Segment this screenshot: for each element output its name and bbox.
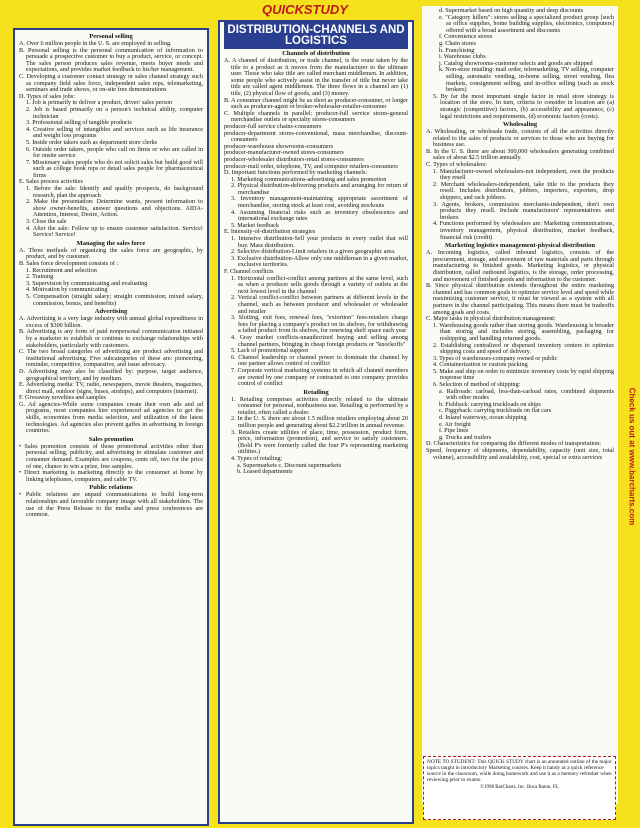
section-heading: Channels of distribution: [282, 50, 350, 57]
outline-subitem: 2. In the U. S. there are about 1.5 million retailers employing about 20 million people and generating about $2.2 trillion in annual revenue.: [231, 415, 408, 430]
section-heading: Marketing logistics management-physical distribution: [444, 242, 596, 250]
outline-paragraph: E. Advertising media: TV, radio, newspapers, movie theaters, magazines, direct mail, outdoor (signs, buses, airships), and computers (internet).: [19, 381, 203, 395]
outline-paragraph: A. Over 6 million people in the U. S. are employed in selling.: [19, 40, 172, 47]
outline-subitem: 2. Establishing centralized or dispersed inventory centers to optimize shipping costs and speed of delivery.: [433, 341, 614, 356]
outline-paragraph: D. Advertising may also be classified by: purpose, target audience, geographical territory, and by medium.: [19, 367, 203, 382]
outline-subitem: f. Convenience stores: [439, 33, 493, 41]
outline-subitem: 3. Exclusive distribution-Allow only one middleman in a given market, exclusive territories.: [231, 254, 408, 269]
outline-paragraph: Speed, frequency of shipments, dependability, capacity (unit size, total volume), accessibility and availability, cost, special or extra services: [426, 447, 614, 461]
outline-subitem: j. Catalog showrooms-customer selects and goods are shipped: [439, 59, 593, 67]
outline-subitem: 4. Creative selling of intangibles and services such as life insurance and weight loss programs: [26, 125, 203, 140]
outline-paragraph: A. Incoming logistics, called inbound logistics, consists of the procurement, storage, and movement of raw materials and parts through manufacturing to finished goods. Marketing logistics, or physical distribution, called outbound logistics, is the storage, order processing, and movement of finished goods and information to the customer.: [426, 249, 614, 283]
outline-subitem: 3. Inventory management-maintaining appropriate assortment of merchandise, storing stock at least cost, avoiding stockouts: [231, 195, 408, 210]
outline-paragraph: C. Developing a customer contact strategy or sales channel strategy such as company field sales force, independent sales reps, telemarketing, seminars and trade shows, or on-site free demonstrations: [19, 72, 203, 94]
section-heading: Advertising: [94, 308, 128, 316]
outline-paragraph: • Public relations are unpaid communications to build long-term relationships and favorable company image with all stakeholders. The use of the Press Release to the media and press conferences are common.: [19, 491, 203, 519]
outline-paragraph: B. Since physical distribution extends throughout the entire marketing channel and has common goals to optimize service level and speed while maximizing customer service, it must be viewed as a system with all partners in the channel participating. This means there must be tradeoffs among goals and costs.: [426, 282, 614, 316]
outline-paragraph: C. Major tasks in physical distribution management:: [426, 315, 556, 323]
outline-subitem: c. Piggyback: carrying truckloads on flat cars: [439, 407, 552, 415]
outline-paragraph: E. Sales process activities: [19, 178, 83, 186]
outline-subitem: 4. Types of retailing:: [231, 455, 283, 463]
outline-subitem: 7. Corporate vertical marketing systems in which all channel members are owned by one company or contracted to one company provides control of conflict: [231, 366, 408, 388]
outline-paragraph: • Direct marketing is marketing directly to the consumer at home by linking telephones, computers, and cable TV.: [19, 469, 203, 483]
outline-subitem: 3. Professional selling of tangible products: [26, 119, 132, 127]
outline-subitem: b. Fishback: carrying truckloads on ships: [439, 400, 541, 408]
outline-subitem: 7. Missionary sales people who do not solicit sales but build good will such as college book reps or detail sales people for pharmaceutical firms: [26, 158, 203, 179]
outline-subitem: 6. Outside order takers, people who call on firms or who are called in for onsite service: [26, 145, 203, 160]
outline-subitem: 3. Retailers create utilities of place, time, possession, product form, price, information (promotion), and service to satisfy customers. (Bold P's were formerly called the four P's representing marketing utilities.): [231, 428, 408, 456]
outline-subitem: 2. Job is based primarily on a person's technical ability, computer technician: [26, 105, 203, 120]
outline-paragraph: producer-wholesaler distributors-retail stores-consumers: [224, 155, 364, 163]
outline-subitem: 3. Types of warehouses-company owned or public: [433, 354, 558, 362]
outline-paragraph: D. Types of sales jobs:: [19, 92, 75, 100]
outline-paragraph: B. A consumer channel might be as short as producer-consumer, or longer such as producer-agent or broker-wholesaler-retailer-consumer: [224, 96, 408, 111]
note-text: NOTE TO STUDENT: This QUICK STUDY chart is an annotated outline of the major topics taught in introductory Marketing courses. Keep it handy as a quick reference source in the classroom, while doing homework and use it as a memory refresher when reviewing prior to exams.: [427, 759, 612, 783]
outline-paragraph: A. Wholesaling, or wholesale trade, consists of all the activities directly related to the sales of products or services to those who are buying for business use.: [426, 128, 614, 149]
section-heading: Personal selling: [89, 33, 133, 40]
quickstudy-logo: QUICKSTUDY: [262, 2, 348, 17]
column-wholesaling-logistics: [422, 6, 618, 804]
outline-subitem: 1. Retailing comprises activities directly related to the ultimate consumer for personal, nonbusiness use. Retailing is performed by a retailer, often called a dealer.: [231, 395, 408, 416]
section-heading: Sales promotion: [88, 435, 134, 443]
outline-subitem: 5. Inside order takers such as department store clerks: [26, 138, 158, 146]
outline-subitem: 5. By far the most important single factor in retail store strategy is location of the store. In turn, criteria to consider in location are (a) strategic (competitive) factors, (b) accessibility and appearance, (c) legal restrictions and requirements, (d) economic factors (costs).: [433, 92, 614, 120]
outline-subitem: 3. Agents, brokers, commission merchants-independent, don't own products they resell. Include manufacturers' representatives and brokers: [433, 200, 614, 221]
outline-subitem: 3. Supervision by communicating and evaluating: [26, 279, 148, 287]
section-heading: Public relations: [89, 484, 133, 492]
outline-subitem: 2. Vertical conflict-conflict between partners at different levels in the channel, such as between producer and wholesaler or wholesaler and retailer: [231, 294, 408, 315]
outline-subitem: 1. Warehousing goods rather than storing goods. Warehousing is broader than storing and includes storing, assembling, packaging for reshipping, and handling returned goods.: [433, 321, 614, 342]
section-heading: Managing the sales force: [76, 239, 146, 247]
outline-paragraph: C. Types of wholesalers:: [426, 161, 487, 169]
outline-subitem: a. Railroads: carload, less-than-carload rates, combined shipments with other modes: [439, 387, 614, 402]
outline-subitem: 2. Make the presentation: Determine wants, present information to show owner-benefits, answer questions and objections. AIDA- Attention, Interest, Desire, Action.: [26, 198, 203, 219]
outline-subitem: 3. Slotting, exit fees, renewal fees, "extortion" fees-retailers charge fees for placing a company's product on its shelves, for withdrawing a failed product from its shelves, for renewing shelf space each year: [231, 314, 408, 335]
outline-subitem: 1. Manufacturer-owned wholesalers-not independent, own the products they resell: [433, 167, 614, 182]
outline-subitem: i. Warehouse clubs: [439, 53, 486, 61]
outline-paragraph: A. Three methods of organizing the sales force are geographic, by product, and by customer.: [19, 246, 203, 261]
outline-paragraph: producer-warehouse showrooms-consumers: [224, 142, 333, 150]
section-heading: Wholesaling: [502, 121, 538, 129]
outline-paragraph: producer-department stores-conventional, mass merchandise, discount-consumers: [224, 129, 408, 144]
outline-subitem: 1. Job is primarily to deliver a product, driver/ sales person: [26, 99, 173, 107]
column-channels-body: [224, 50, 408, 476]
outline-subitem: f. Pipe lines: [439, 427, 469, 435]
outline-paragraph: producer-manufacturer-owned stores-consumers: [224, 149, 344, 157]
outline-paragraph: A. Advertising is a very large industry with annual global expenditures in excess of $300 billion.: [19, 315, 203, 329]
outline-subitem: 1. Marketing communications-advertising and sales promotion: [231, 175, 387, 183]
outline-subitem: 5. Compensation (straight salary; straight commission; mixed salary, commission, bonus, and benefits): [26, 292, 203, 307]
outline-subitem: 4. Motivation by communicating: [26, 286, 108, 294]
outline-paragraph: • Sales promotion consists of those promotional activities other than personal selling, publicity, and advertising to stimulate customer and consumer demand. Examples are coupons, cents off, two for the price of one, chance to win a prize, free samples.: [19, 442, 203, 470]
outline-subitem: 4. Assuming financial risks such as inventory obsolescence and international exchange rates: [231, 208, 408, 223]
outline-subitem: 3. Close the sale: [26, 218, 67, 226]
outline-subitem: 4. After the sale: Follow up to ensure customer satisfaction. Service! Service! Service!: [26, 224, 203, 239]
outline-paragraph: B. In the U. S. there are about 300,000 wholesalers generating combined sales of about $2.5 trillion annually.: [426, 147, 614, 162]
outline-subitem: 6. Channel leadership or channel power to dominate the channel by one partner allows control of conflict: [231, 353, 408, 368]
outline-subitem: 1. Horizontal conflict-conflict among partners at the same level, such as when a producer sells goods through a variety of outlets at the next lowest level in the channel: [231, 274, 408, 295]
outline-paragraph: E. Intensity-of-distribution strategies: [224, 228, 316, 236]
outline-subitem: k. Non-store retailing: mail order, telemarketing, TV selling, computer selling, automatic vending, in-home selling, street vending, flea markets, consignment selling, and in-office selling (such as stock brokers): [439, 66, 614, 94]
column-personal-selling: [13, 28, 209, 826]
page-title: DISTRIBUTION-CHANNELS AND LOGISTICS: [224, 22, 408, 49]
outline-subitem: 6. Selection of method of shipping:: [433, 381, 521, 389]
outline-subitem: 2. Training: [26, 273, 54, 281]
outline-subitem: d. Supermarket based on high quantity and deep discounts: [439, 7, 584, 14]
outline-subitem: 5. Market feedback: [231, 221, 279, 229]
outline-subitem: a. Supermarkets c. Discount supermarkets: [237, 461, 342, 469]
outline-paragraph: B. Personal selling is the personal communication of information to persuade a prospective customer to buy a product, service, or concept. The sales person produces sales revenue, meets buyer needs and expectations, and provides market feedback to his/her management.: [19, 46, 203, 74]
section-heading: Retailing: [303, 388, 329, 396]
outline-paragraph: G. Ad agencies-While some companies create their own ads and ad programs, most companies hire experienced ad agencies to get the skills, economies from media selection, and utilization of the latest technologies. Ad agencies also prevent gaffes in advertising in foreign countries.: [19, 400, 203, 435]
outline-subitem: 1. Recruitment and selection: [26, 266, 97, 274]
outline-paragraph: D. Characteristics for comparing the different modes of transportation:: [426, 440, 601, 448]
outline-subitem: g. Trucks and trailers: [439, 433, 492, 441]
outline-paragraph: D. Important functions performed by marketing channels:: [224, 169, 368, 177]
outline-subitem: 4. Gray market conflicts-unauthorized buying and selling among channel partners, bringing in cheap foreign products or "knockoffs": [231, 333, 408, 348]
website-side-text: [622, 360, 638, 560]
outline-subitem: 1. Before the sale: Identify and qualify prospects, do background research, plan the approach: [26, 185, 203, 199]
outline-subitem: 5. Make and ship on order to minimize inventory costs by rapid shipping response time: [433, 367, 614, 382]
outline-paragraph: C. The two broad categories of advertising are product advertising and institutional advertising. Five subcategories of these are: pioneering, reminder, competitive, comparative, and issue advocacy.: [19, 348, 203, 369]
outline-paragraph: A. A channel of distribution, or trade channel, is the route taken by the title to a product as it moves from the manufacturer to the ultimate user. Those who take title are called merchant middlemen. In addition, some people who actively assist in the transfer of title but never take title are called agent middlemen. The three flows in a channel are (1) title, (2) physical flow of goods, and (3) money.: [224, 57, 408, 97]
outline-paragraph: C. Multiple channels in parallel: producer-full service stores-general merchandise outlets or specialty stores-consumers: [224, 109, 408, 124]
outline-subitem: g. Chain stores: [439, 39, 476, 47]
outline-paragraph: producer-full service chains-consumers: [224, 122, 322, 130]
outline-subitem: 1. Intensive distribution-Sell your products in every outlet that will buy. Mass distribution.: [231, 235, 408, 249]
outline-subitem: 2. Physical distribution-delivering products and arranging for return of merchandise: [231, 182, 408, 196]
outline-subitem: e. "Category killers": stores selling a specialized product group [such as office supplies, home building supplies, electronics, computers] offered with a broad assortment and discounts: [439, 13, 614, 34]
outline-subitem: d. Inland waterway, ocean shipping: [439, 414, 527, 422]
copyright: ©1998 BarCharts, Inc. Boca Raton, FL: [480, 785, 559, 790]
outline-subitem: 4. Functions performed by wholesalers are: Marketing communications, inventory management, physical distribution, market feedback, financial risk (credit): [433, 220, 614, 241]
website-link[interactable]: Check us out at www.barcharts.com: [627, 387, 637, 526]
outline-subitem: 4. Containerization or custom packing: [433, 361, 528, 369]
note-to-student-box: [423, 756, 616, 820]
outline-paragraph: F. Giveaway novelties and samples: [19, 394, 106, 402]
outline-subitem: b. Leased departments: [237, 468, 293, 476]
outline-paragraph: B. Advertising is any form of paid nonpersonal communication initiated by a marketer to establish or continue to exchange relationships with stakeholders, particularly with customers.: [19, 328, 203, 349]
outline-subitem: h. Franchising: [439, 46, 475, 54]
outline-paragraph: F. Channel conflicts: [224, 268, 274, 275]
outline-paragraph: producer-mail order, telephone, TV, and computer retailers-consumers: [224, 162, 398, 170]
outline-subitem: 5. Lack of promotional support: [231, 347, 309, 355]
outline-paragraph: B. Sales force development consists of :: [19, 260, 119, 267]
outline-subitem: e. Air freight: [439, 420, 471, 428]
column-channels: [218, 20, 414, 824]
outline-subitem: 2. Selective distribution-Limit retailers in a given geographic area.: [231, 248, 396, 256]
outline-subitem: 2. Merchant wholesalers-independent, take title to the products they resell. Includes distributors, jobbers, importers, exporters, drop shippers, and rack jobbers.: [433, 180, 614, 202]
